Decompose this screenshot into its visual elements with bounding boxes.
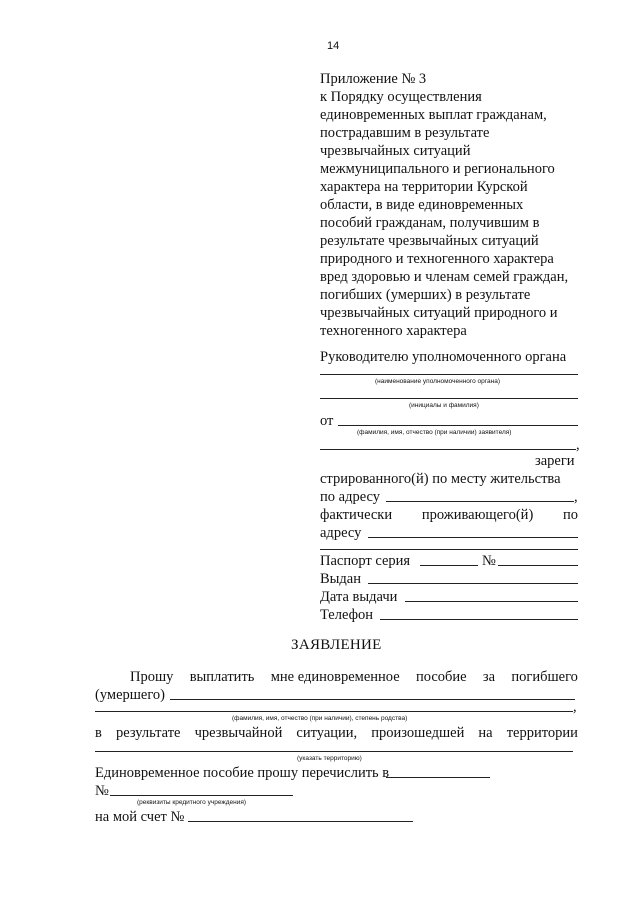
bank-details-hint: (реквизиты кредитного учреждения) bbox=[137, 799, 247, 806]
address2-label: адресу bbox=[320, 525, 362, 541]
initials-hint: (инициалы и фамилия) bbox=[409, 402, 479, 409]
appendix-line: характера на территории Курской bbox=[320, 179, 528, 195]
applicant-name-field[interactable] bbox=[338, 425, 578, 426]
passport-number-label: № bbox=[482, 553, 496, 569]
passport-series-label: Паспорт серия bbox=[320, 553, 411, 569]
appendix-text bbox=[320, 88, 568, 340]
registered-label-part1: зареги bbox=[535, 453, 575, 469]
issued-label: Выдан bbox=[320, 571, 361, 587]
statement-word: в bbox=[95, 725, 102, 741]
statement-word: на bbox=[478, 725, 493, 741]
appendix-line: пособий гражданам, получившим в bbox=[320, 215, 540, 231]
issue-date-label: Дата выдачи bbox=[320, 589, 398, 605]
account-number-field[interactable] bbox=[188, 821, 413, 822]
deceased-label: (умершего) bbox=[95, 687, 166, 703]
statement-word: погибшего bbox=[511, 669, 578, 685]
appendix-line: пострадавшим в результате bbox=[320, 125, 490, 141]
address-label: по адресу bbox=[320, 489, 380, 505]
passport-number-field[interactable] bbox=[498, 565, 578, 566]
comma: , bbox=[576, 437, 580, 453]
appendix-line: результате чрезвычайных ситуаций bbox=[320, 233, 539, 249]
territory-field[interactable] bbox=[95, 751, 573, 752]
comma: , bbox=[574, 489, 578, 505]
appendix-line: вред здоровью и членам семей граждан, bbox=[320, 269, 569, 285]
separator-line bbox=[320, 549, 578, 550]
passport-series-field[interactable] bbox=[420, 565, 478, 566]
applicant-name-hint: (фамилия, имя, отчество (при наличии) заявителя) bbox=[357, 429, 512, 436]
to-head-label: Руководителю уполномоченного органа bbox=[320, 349, 567, 365]
applicant-name-field-2[interactable] bbox=[320, 449, 576, 450]
deceased-name-field[interactable] bbox=[170, 699, 575, 700]
org-name-hint: (наименование уполномоченного органа) bbox=[375, 378, 500, 385]
comma: , bbox=[573, 699, 577, 715]
actual-address-field[interactable] bbox=[368, 537, 578, 538]
actual-word: по bbox=[562, 507, 578, 523]
statement-word: чрезвычайной bbox=[194, 725, 283, 741]
appendix-line: к Порядку осуществления bbox=[320, 89, 482, 105]
appendix-line: единовременных выплат гражданам, bbox=[320, 107, 547, 123]
phone-label: Телефон bbox=[320, 607, 373, 623]
registered-label-part2: стрированного(й) по месту жительства bbox=[320, 471, 561, 487]
statement-word: пособие bbox=[415, 669, 467, 685]
actual-word: фактически bbox=[320, 507, 393, 523]
initials-field[interactable] bbox=[320, 398, 578, 399]
statement-word: результате bbox=[115, 725, 181, 741]
statement-word: выплатить bbox=[189, 669, 255, 685]
appendix-line: чрезвычайных ситуаций природного и bbox=[320, 305, 558, 321]
statement-line-2 bbox=[95, 724, 578, 742]
account-label: на мой счет № bbox=[95, 809, 185, 825]
appendix-title: Приложение № 3 bbox=[320, 71, 427, 87]
statement-word: произошедшей bbox=[371, 725, 465, 741]
org-name-field[interactable] bbox=[320, 374, 578, 375]
statement-word: Прошу bbox=[130, 669, 174, 685]
deceased-name-field-2[interactable] bbox=[95, 711, 573, 712]
transfer-label: Единовременное пособие прошу перечислить в bbox=[95, 765, 390, 781]
appendix-line: погибших (умерших) в результате bbox=[320, 287, 531, 303]
appendix-line: области, в виде единовременных bbox=[320, 197, 524, 213]
registration-address-field[interactable] bbox=[386, 501, 574, 502]
appendix-line: чрезвычайных ситуаций bbox=[320, 143, 471, 159]
bank-name-field[interactable] bbox=[386, 777, 490, 778]
deceased-hint: (фамилия, имя, отчество (при наличии), степень родства) bbox=[232, 715, 408, 722]
appendix-line: техногенного характера bbox=[320, 323, 467, 339]
actual-residence-line bbox=[320, 506, 578, 524]
actual-word: проживающего(й) bbox=[421, 507, 534, 523]
statement-word: ситуации, bbox=[296, 725, 358, 741]
statement-word: за bbox=[482, 669, 496, 685]
statement-word: мне единовременное bbox=[270, 669, 400, 685]
issued-field[interactable] bbox=[368, 583, 578, 584]
issue-date-field[interactable] bbox=[405, 601, 578, 602]
phone-field[interactable] bbox=[380, 619, 578, 620]
territory-hint: (указать территорию) bbox=[297, 755, 362, 762]
statement-title: ЗАЯВЛЕНИЕ bbox=[291, 637, 382, 653]
bank-number-label: № bbox=[95, 783, 109, 799]
appendix-line: межмуниципального и регионального bbox=[320, 161, 555, 177]
from-label: от bbox=[320, 413, 334, 429]
page-number: 14 bbox=[327, 40, 340, 52]
statement-line-1 bbox=[130, 668, 578, 686]
bank-details-field[interactable] bbox=[110, 795, 293, 796]
appendix-line: природного и техногенного характера bbox=[320, 251, 554, 267]
statement-word: территории bbox=[506, 725, 578, 741]
